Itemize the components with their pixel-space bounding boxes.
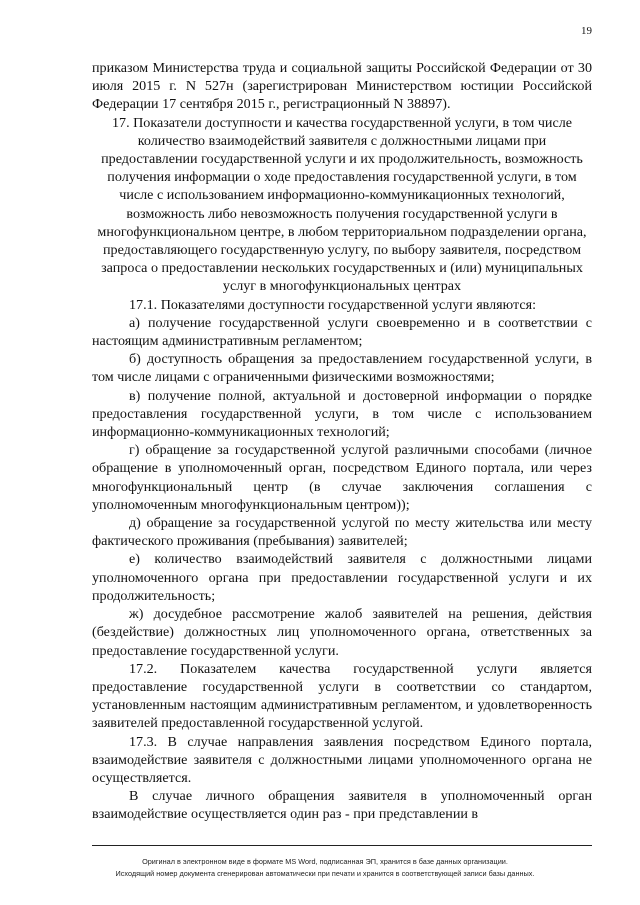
list-item-v: в) получение полной, актуальной и достоверной информации о порядке предоставления государственной услуги, в том числе с использованием информационно-коммуникационных технологий; [92,387,592,441]
footer-divider [92,845,592,846]
paragraph-17-2: 17.2. Показателем качества государственной услуги является предоставление государственной услуги в соответствии со стандартом, установленным настоящим административным регламентом, и удовлетворенность заявителей предоставленной государственной услугой. [92,660,592,732]
section-heading-17: 17. Показатели доступности и качества государственной услуги, в том числе количество взаимодействий заявителя с должностными лицами при предоставлении государственной услуги и их продолжительность, возможность получения информации о ходе предоставления государственной услуги, в том числе с использованием информационно-коммуникационных технологий, возможность либо невозможность получения государственной услуги в многофункциональном центре, в любом территориальном подразделении органа, предоставляющего государственную услугу, по выбору заявителя, посредством запроса о предоставлении нескольких государственных и (или) муниципальных услуг в многофункциональных центрах [97,114,587,295]
paragraph-personal-visit: В случае личного обращения заявителя в уполномоченный орган взаимодействие осуществляется один раз - при представлении в [92,788,592,823]
paragraph-order-reference: приказом Министерства труда и социальной защиты Российской Федерации от 30 июля 2015 г. N 527н (зарегистрирован Министерством юстиции Российской Федерации 17 сентября 2015 г., регистрационный N 38897). [92,60,592,113]
list-item-e: е) количество взаимодействий заявителя с должностными лицами уполномоченного органа при предоставлении государственной услуги и их продолжительность; [92,551,592,604]
paragraph-17-1: 17.1. Показателями доступности государственной услуги являются: [129,296,536,313]
list-item-a: а) получение государственной услуги своевременно и в соответствии с настоящим административным регламентом; [92,314,592,350]
list-item-zh: ж) досудебное рассмотрение жалоб заявителей на решения, действия (бездействие) должностных лиц уполномоченного органа, ответственных за предоставление государственной услуги. [92,606,592,659]
list-item-d: д) обращение за государственной услугой по месту жительства или месту фактического проживания (пребывания) заявителей; [92,515,592,550]
footer [60,856,590,879]
footer-line-original: Оригинал в электронном виде в формате MS Word, подписанная ЭП, хранится в базе данных организации. [142,857,508,866]
document-body [92,59,592,824]
footer-line-number: Исходящий номер документа сгенерирован автоматически при печати и хранится в соответствующей записи базы данных. [115,868,535,878]
paragraph-17-3: 17.3. В случае направления заявления посредством Единого портала, взаимодействие заявителя с должностными лицами уполномоченного органа не осуществляется. [92,733,592,786]
page-number: 19 [581,25,592,37]
list-item-g: г) обращение за государственной услугой различными способами (личное обращение в уполномоченный орган, посредством Единого портала, или через многофункциональный центр (в случае заключения соглашения с уполномоченным многофункциональным центром)); [92,442,592,513]
list-item-b: б) доступность обращения за предоставлением государственной услуги, в том числе лицами с ограниченными физическими возможностями; [92,351,592,386]
